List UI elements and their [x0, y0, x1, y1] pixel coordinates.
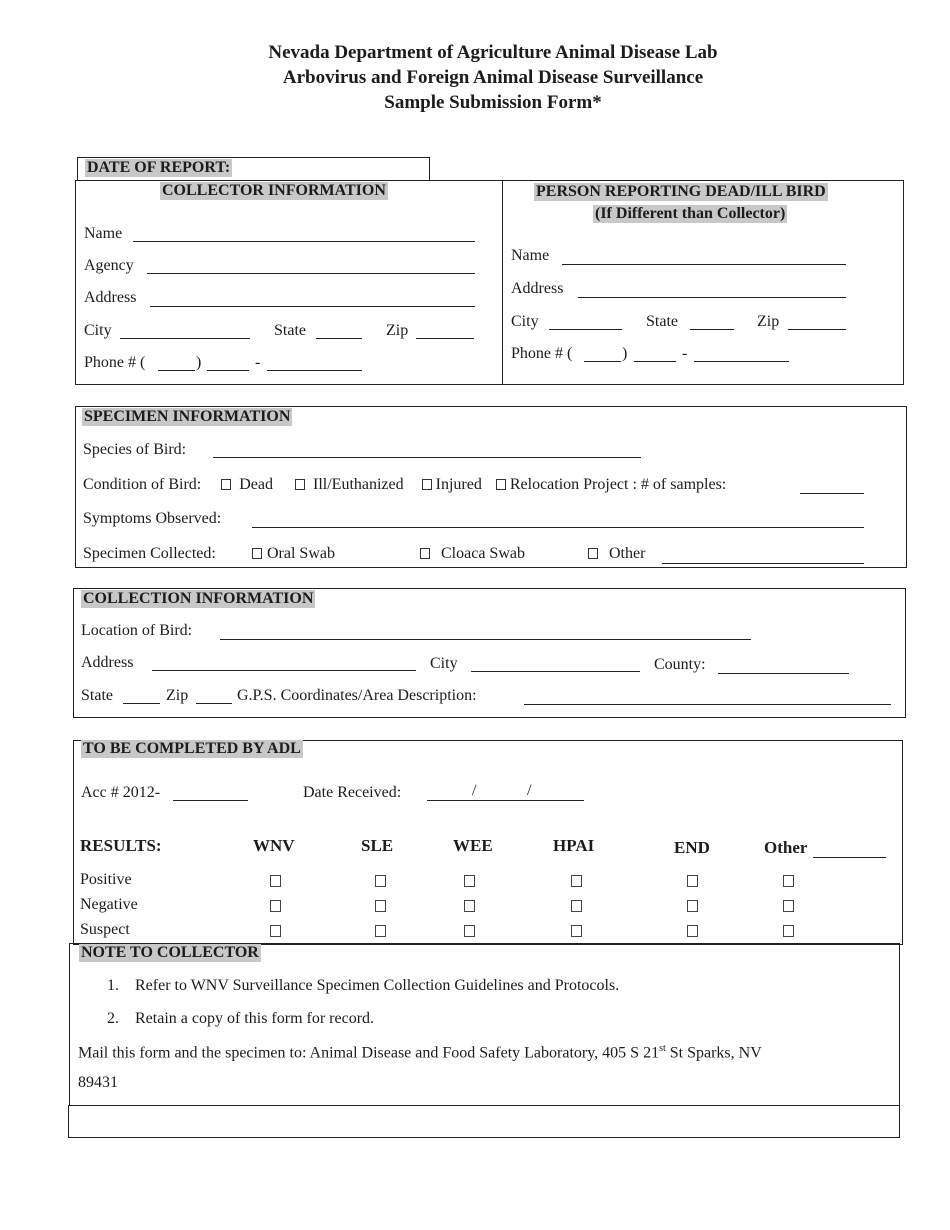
- reporter-city-label: City: [511, 313, 539, 330]
- collector-state-label: State: [274, 322, 306, 339]
- collector-phone-paren: ): [196, 354, 202, 371]
- num-samples-field[interactable]: [800, 493, 864, 494]
- result-checkbox-negative-other[interactable]: [783, 900, 794, 912]
- note-item-2-number: 2.: [107, 1010, 119, 1027]
- result-checkbox-positive-wee[interactable]: [464, 875, 475, 887]
- oral-swab-label: Oral Swab: [267, 545, 335, 562]
- mail-zip: 89431: [78, 1074, 118, 1091]
- condition-relocation-checkbox[interactable]: [496, 479, 506, 490]
- reporter-address-field[interactable]: [578, 297, 846, 298]
- reporter-phone-label: Phone # (: [511, 345, 573, 362]
- reporter-zip-label: Zip: [757, 313, 780, 330]
- result-checkbox-negative-wnv[interactable]: [270, 900, 281, 912]
- date-of-report-label: DATE OF REPORT:: [87, 159, 231, 176]
- date-of-report-box: [77, 157, 430, 181]
- condition-ill-label: Ill/Euthanized: [313, 476, 404, 493]
- reporter-address-label: Address: [511, 280, 564, 297]
- gps-label: G.P.S. Coordinates/Area Description:: [237, 687, 477, 704]
- collection-zip-label: Zip: [166, 687, 189, 704]
- result-checkbox-positive-sle[interactable]: [375, 875, 386, 887]
- location-field[interactable]: [220, 639, 751, 640]
- other-label: Other: [609, 545, 646, 562]
- col-wnv: WNV: [253, 836, 295, 855]
- symptoms-field[interactable]: [252, 527, 864, 528]
- collector-name-label: Name: [84, 225, 123, 242]
- reporter-city-field[interactable]: [549, 329, 622, 330]
- reporter-state-field[interactable]: [690, 329, 734, 330]
- cloaca-swab-checkbox[interactable]: [420, 548, 430, 559]
- note-heading: NOTE TO COLLECTOR: [81, 944, 259, 961]
- note-item-1-number: 1.: [107, 977, 119, 994]
- condition-dead-label: Dead: [239, 476, 273, 493]
- collector-zip-label: Zip: [386, 322, 409, 339]
- collection-address-field[interactable]: [152, 670, 416, 671]
- result-checkbox-suspect-sle[interactable]: [375, 925, 386, 937]
- result-checkbox-suspect-wee[interactable]: [464, 925, 475, 937]
- date-received-label: Date Received:: [303, 784, 402, 801]
- collector-zip-field[interactable]: [416, 338, 474, 339]
- reporter-zip-field[interactable]: [788, 329, 846, 330]
- form-title-line2: Arbovirus and Foreign Animal Disease Surveillance: [282, 67, 704, 88]
- col-hpai: HPAI: [553, 836, 595, 855]
- cloaca-swab-label: Cloaca Swab: [441, 545, 525, 562]
- other-checkbox[interactable]: [588, 548, 598, 559]
- collector-phone-area[interactable]: [158, 370, 195, 371]
- col-sle: SLE: [361, 836, 394, 855]
- condition-injured-label: Injured: [435, 476, 482, 493]
- collection-state-label: State: [81, 687, 113, 704]
- result-checkbox-suspect-hpai[interactable]: [571, 925, 582, 937]
- collection-zip-field[interactable]: [196, 703, 232, 704]
- gps-field[interactable]: [524, 704, 891, 705]
- collection-city-field[interactable]: [471, 671, 640, 672]
- form-title-line3: Sample Submission Form*: [384, 92, 602, 113]
- reporter-name-label: Name: [511, 247, 550, 264]
- results-label: RESULTS:: [80, 836, 162, 855]
- reporter-phone-area[interactable]: [584, 361, 621, 362]
- collected-oral: [252, 545, 335, 563]
- county-label: County:: [654, 656, 706, 673]
- species-label: Species of Bird:: [83, 441, 187, 458]
- col-other-field[interactable]: [813, 857, 886, 858]
- result-checkbox-positive-other[interactable]: [783, 875, 794, 887]
- reporter-phone-paren: ): [622, 345, 628, 362]
- note-item-1: Refer to WNV Surveillance Specimen Collection Guidelines and Protocols.: [135, 977, 620, 994]
- result-checkbox-negative-end[interactable]: [687, 900, 698, 912]
- collector-phone-label: Phone # (: [84, 354, 146, 371]
- collector-state-field[interactable]: [316, 338, 362, 339]
- condition-ill-checkbox[interactable]: [295, 479, 305, 490]
- collector-address-label: Address: [84, 289, 137, 306]
- location-label: Location of Bird:: [81, 622, 193, 639]
- form-title-line1: Nevada Department of Agriculture Animal Disease Lab: [268, 42, 718, 63]
- section-divider: [502, 180, 503, 385]
- collector-phone-dash: -: [255, 354, 261, 371]
- result-checkbox-negative-sle[interactable]: [375, 900, 386, 912]
- symptoms-label: Symptoms Observed:: [83, 510, 222, 527]
- acc-label: Acc # 2012-: [81, 784, 161, 801]
- result-checkbox-suspect-end[interactable]: [687, 925, 698, 937]
- note-item-2: Retain a copy of this form for record.: [135, 1010, 375, 1027]
- date-sep-1: /: [472, 782, 477, 799]
- result-checkbox-negative-wee[interactable]: [464, 900, 475, 912]
- collected-other: [588, 545, 645, 563]
- collection-heading: COLLECTION INFORMATION: [83, 590, 314, 607]
- acc-field[interactable]: [173, 800, 248, 801]
- result-checkbox-positive-hpai[interactable]: [571, 875, 582, 887]
- condition-dead-checkbox[interactable]: [221, 479, 231, 490]
- mail-suffix: St Sparks, NV: [665, 1044, 762, 1062]
- reporter-subheading: (If Different than Collector): [595, 205, 786, 222]
- result-checkbox-negative-hpai[interactable]: [571, 900, 582, 912]
- collection-state-field[interactable]: [123, 703, 160, 704]
- result-checkbox-positive-end[interactable]: [687, 875, 698, 887]
- condition-label: Condition of Bird:: [83, 476, 202, 493]
- reporter-state-label: State: [646, 313, 678, 330]
- mail-text: Mail this form and the specimen to: Animal Disease and Food Safety Laboratory, 405 S 21: [78, 1044, 660, 1062]
- col-wee: WEE: [453, 836, 493, 855]
- col-other: Other: [764, 838, 808, 857]
- collector-phone-number[interactable]: [267, 370, 362, 371]
- result-checkbox-positive-wnv[interactable]: [270, 875, 281, 887]
- reporter-name-field[interactable]: [562, 264, 846, 265]
- row-negative: Negative: [80, 896, 138, 913]
- collector-city-label: City: [84, 322, 112, 339]
- adl-heading: TO BE COMPLETED BY ADL: [83, 740, 301, 757]
- collection-address-label: Address: [81, 654, 134, 671]
- county-field[interactable]: [718, 673, 849, 674]
- date-received-field[interactable]: [427, 800, 584, 801]
- collector-agency-label: Agency: [84, 257, 134, 274]
- row-positive: Positive: [80, 871, 132, 888]
- reporter-phone-number[interactable]: [694, 361, 789, 362]
- reporter-heading: PERSON REPORTING DEAD/ILL BIRD: [536, 183, 826, 200]
- collector-agency-field[interactable]: [147, 273, 475, 274]
- mail-sup: st: [659, 1043, 666, 1054]
- col-end: END: [674, 838, 710, 857]
- condition-relocation-label: Relocation Project : # of samples:: [509, 476, 727, 493]
- reporter-phone-dash: -: [682, 345, 688, 362]
- collector-heading: COLLECTOR INFORMATION: [162, 182, 386, 199]
- collected-cloaca: [420, 545, 525, 563]
- collector-phone-prefix[interactable]: [207, 370, 249, 371]
- result-checkbox-suspect-wnv[interactable]: [270, 925, 281, 937]
- collector-address-field[interactable]: [150, 306, 475, 307]
- date-sep-2: /: [527, 782, 532, 799]
- collection-city-label: City: [430, 655, 458, 672]
- condition-injured-checkbox[interactable]: [422, 479, 432, 490]
- result-checkbox-suspect-other[interactable]: [783, 925, 794, 937]
- reporter-phone-prefix[interactable]: [634, 361, 676, 362]
- collector-name-field[interactable]: [133, 241, 475, 242]
- collected-label: Specimen Collected:: [83, 545, 216, 562]
- collector-city-field[interactable]: [120, 338, 250, 339]
- other-field[interactable]: [662, 563, 864, 564]
- row-suspect: Suspect: [80, 921, 130, 938]
- species-field[interactable]: [213, 457, 641, 458]
- condition-row: [83, 476, 726, 494]
- specimen-heading: SPECIMEN INFORMATION: [84, 408, 291, 425]
- footer-box: [68, 1105, 900, 1138]
- mail-instructions: [78, 1043, 762, 1062]
- oral-swab-checkbox[interactable]: [252, 548, 262, 559]
